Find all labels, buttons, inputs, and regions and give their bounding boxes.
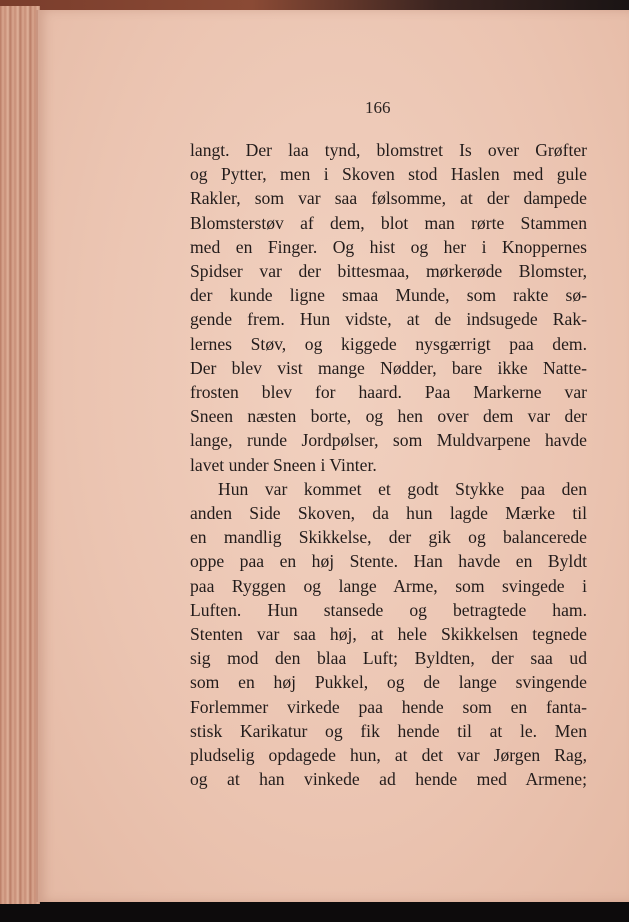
text-line: sig mod den blaa Luft; Byldten, der saa ud	[190, 648, 587, 669]
text-line: Stenten var saa høj, at hele Skikkelsen tegnede	[190, 624, 587, 645]
text-line: gende frem. Hun vidste, at de indsugede Rak-	[190, 309, 587, 330]
text-line: langt. Der laa tynd, blomstret Is over Grøfter	[190, 140, 587, 160]
text-line: og Pytter, men i Skoven stod Haslen med gule	[190, 164, 587, 185]
text-line: oppe paa en høj Stente. Han havde en Byldt	[190, 551, 587, 572]
text-line: Forlemmer virkede paa hende som en fanta-	[190, 696, 587, 717]
text-line: som en høj Pukkel, og de lange svingende	[190, 672, 587, 693]
page-stack-edge	[0, 6, 40, 904]
text-line: Hun var kommet et godt Stykke paa den	[218, 478, 587, 499]
page-number: 166	[365, 98, 391, 117]
text-line: Der blev vist mange Nødder, bare ikke Natte-	[190, 357, 587, 378]
text-line: lavet under Sneen i Vinter.	[190, 454, 377, 475]
text-line: lernes Støv, og kiggede nysgærrigt paa dem.	[190, 333, 587, 354]
text-line: Sneen næsten borte, og hen over dem var der	[190, 406, 587, 427]
text-line: der kunde ligne smaa Munde, som rakte sø-	[190, 285, 587, 306]
text-line: pludselig opdagede hun, at det var Jørgen Rag,	[190, 745, 587, 766]
text-line: med en Finger. Og hist og her i Knoppernes	[190, 236, 587, 257]
text-line: stisk Karikatur og fik hende til at le. Men	[190, 720, 587, 741]
text-line: Blomsterstøv af dem, blot man rørte Stammen	[190, 212, 587, 233]
text-line: paa Ryggen og lange Arme, som svingede i	[190, 575, 587, 596]
text-line: lange, runde Jordpølser, som Muldvarpene havde	[190, 430, 587, 451]
text-line: Spidser var der bittesmaa, mørkerøde Blomster,	[190, 261, 587, 282]
text-line: og at han vinkede ad hende med Armene;	[190, 769, 587, 790]
text-line: anden Side Skoven, da hun lagde Mærke til	[190, 503, 587, 524]
text-line: en mandlig Skikkelse, der gik og balancerede	[190, 527, 587, 548]
text-line: frosten blev for haard. Paa Markerne var	[190, 382, 587, 403]
body-text	[190, 138, 587, 791]
text-line: Luften. Hun stansede og betragtede ham.	[190, 599, 587, 620]
text-line: Rakler, som var saa følsomme, at der dampede	[190, 188, 587, 209]
